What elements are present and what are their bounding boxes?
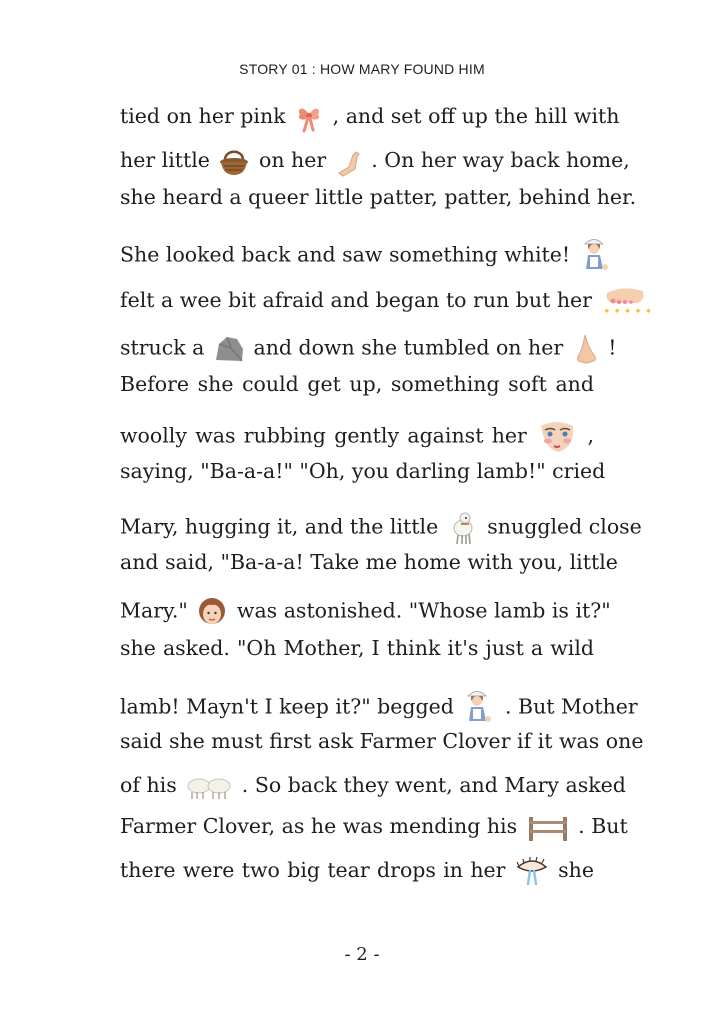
text-segment: snuggled close [487, 514, 642, 539]
text-line-18 [120, 856, 594, 887]
text-line-17 [120, 812, 628, 841]
text-segment: and said, "Ba-a-a! Take me home with you, little [120, 550, 618, 574]
text-line-2 [120, 146, 630, 177]
ribbon-icon [294, 103, 324, 133]
text-line-11 [120, 548, 618, 576]
text-segment: said she must first ask Farmer Clover if it was one [120, 729, 644, 753]
text-segment: of his [120, 773, 177, 797]
text-segment: she heard a queer little patter, patter, behind her. [120, 185, 637, 209]
text-line-3 [120, 183, 637, 211]
text-segment: lamb! Mayn't I keep it?" begged [120, 694, 454, 719]
basket-icon [218, 147, 250, 177]
text-segment: , and set off up the hill with [332, 104, 620, 128]
text-line-13 [120, 634, 594, 662]
text-segment: struck a [120, 335, 205, 360]
text-segment: . But [578, 814, 628, 838]
fence-icon [526, 815, 570, 841]
text-line-7 [120, 370, 594, 398]
text-segment: . So back they went, and Mary asked [241, 773, 626, 797]
text-segment: Before she could get up, something soft and [120, 372, 594, 396]
text-line-1 [120, 102, 620, 133]
text-line-9 [120, 457, 606, 485]
text-line-4 [120, 237, 594, 275]
svg-text:✦ ✦ ✦ ✦ ✦: ✦ ✦ ✦ ✦ ✦ [602, 306, 652, 317]
text-segment: tied on her pink [120, 104, 286, 128]
text-line-5 [120, 286, 652, 317]
text-segment: and down she tumbled on her [253, 335, 564, 360]
text-segment: she asked. "Oh Mother, I think it's just a wild [120, 636, 594, 660]
text-segment: . But Mother [504, 694, 638, 719]
teary-eye-icon [515, 857, 549, 887]
text-line-15 [120, 727, 644, 755]
face-cheek-icon [537, 420, 577, 454]
text-segment: her little [120, 148, 210, 172]
text-segment: She looked back and saw something white! [120, 242, 571, 267]
text-segment: on her [259, 148, 327, 172]
girl-mary-icon [462, 689, 496, 727]
text-line-8 [120, 420, 594, 454]
text-segment: Farmer Clover, as he was mending his [120, 814, 518, 838]
arm-icon [335, 147, 363, 177]
sheep-flock-icon [185, 774, 233, 800]
story-header: STORY 01 : HOW MARY FOUND HIM [239, 61, 485, 77]
foot-icon [601, 287, 652, 317]
text-segment: , [587, 423, 594, 448]
rock-icon [213, 334, 245, 364]
nose-icon [572, 333, 600, 365]
girl-mary-icon [579, 237, 613, 275]
text-segment: Mary." [120, 598, 188, 623]
text-line-10 [120, 510, 642, 546]
text-segment: saying, "Ba-a-a!" "Oh, you darling lamb!" cried [120, 459, 606, 483]
text-segment: she [558, 858, 594, 882]
text-segment: there were two big tear drops in her [120, 858, 506, 882]
text-line-6 [120, 333, 617, 365]
text-segment: Mary, hugging it, and the little [120, 514, 439, 539]
mother-icon [196, 596, 228, 628]
text-line-14 [120, 689, 638, 727]
page-number: - 2 - [344, 944, 380, 965]
lamb-icon [447, 510, 479, 546]
text-segment: was astonished. "Whose lamb is it?" [236, 598, 611, 623]
text-segment: felt a wee bit afraid and began to run but her [120, 288, 592, 312]
text-segment: . On her way back home, [371, 148, 630, 172]
text-segment: woolly was rubbing gently against her [120, 423, 527, 448]
text-segment: ! [608, 335, 617, 360]
text-line-16 [120, 771, 626, 800]
text-line-12 [120, 596, 611, 628]
